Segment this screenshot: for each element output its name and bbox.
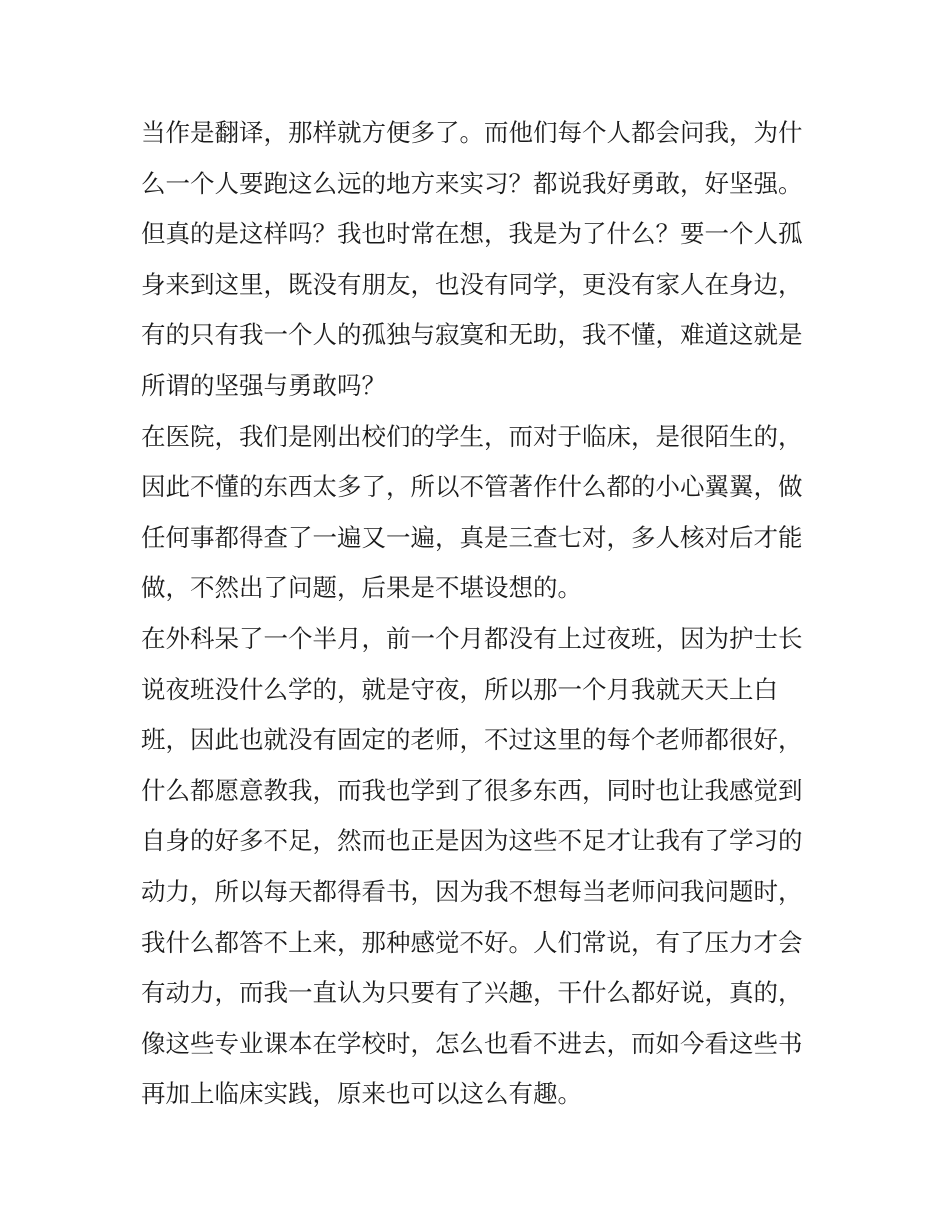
text-line-15: 自身的好多不足，然而也正是因为这些不足才让我有了学习的 <box>141 826 803 856</box>
text-line-14: 什么都愿意教我，而我也学到了很多东西，同时也让我感觉到 <box>141 775 803 805</box>
text-line-2: 么一个人要跑这么远的地方来实习？都说我好勇敢，好坚强。 <box>141 168 803 198</box>
text-line-19: 像这些专业课本在学校时，怎么也看不进去，而如今看这些书 <box>141 1028 803 1058</box>
text-line-20: 再加上临床实践，原来也可以这么有趣。 <box>141 1079 582 1109</box>
text-line-6: 所谓的坚强与勇敢吗？ <box>141 370 386 400</box>
text-line-10: 做，不然出了问题，后果是不堪设想的。 <box>141 573 582 603</box>
text-line-11: 在外科呆了一个半月，前一个月都没有上过夜班，因为护士长 <box>141 623 803 653</box>
body-text <box>141 108 821 1120</box>
text-line-5: 有的只有我一个人的孤独与寂寞和无助，我不懂，难道这就是 <box>141 320 803 350</box>
text-line-13: 班，因此也就没有固定的老师，不过这里的每个老师都很好， <box>141 725 803 755</box>
text-line-16: 动力，所以每天都得看书，因为我不想每当老师问我问题时， <box>141 876 803 906</box>
text-line-7: 在医院，我们是刚出校们的学生，而对于临床，是很陌生的， <box>141 421 803 451</box>
text-line-9: 任何事都得查了一遍又一遍，真是三查七对，多人核对后才能 <box>141 522 803 552</box>
text-line-3: 但真的是这样吗？我也时常在想，我是为了什么？要一个人孤 <box>141 219 803 249</box>
text-line-8: 因此不懂的东西太多了，所以不管著作什么都的小心翼翼，做 <box>141 472 803 502</box>
text-line-17: 我什么都答不上来，那种感觉不好。人们常说，有了压力才会 <box>141 927 803 957</box>
text-line-4: 身来到这里，既没有朋友，也没有同学，更没有家人在身边， <box>141 269 803 299</box>
text-line-18: 有动力，而我一直认为只要有了兴趣，干什么都好说，真的， <box>141 978 803 1008</box>
text-line-12: 说夜班没什么学的，就是守夜，所以那一个月我就天天上白 <box>141 674 778 704</box>
text-line-1: 当作是翻译，那样就方便多了。而他们每个人都会问我，为什 <box>141 118 803 147</box>
